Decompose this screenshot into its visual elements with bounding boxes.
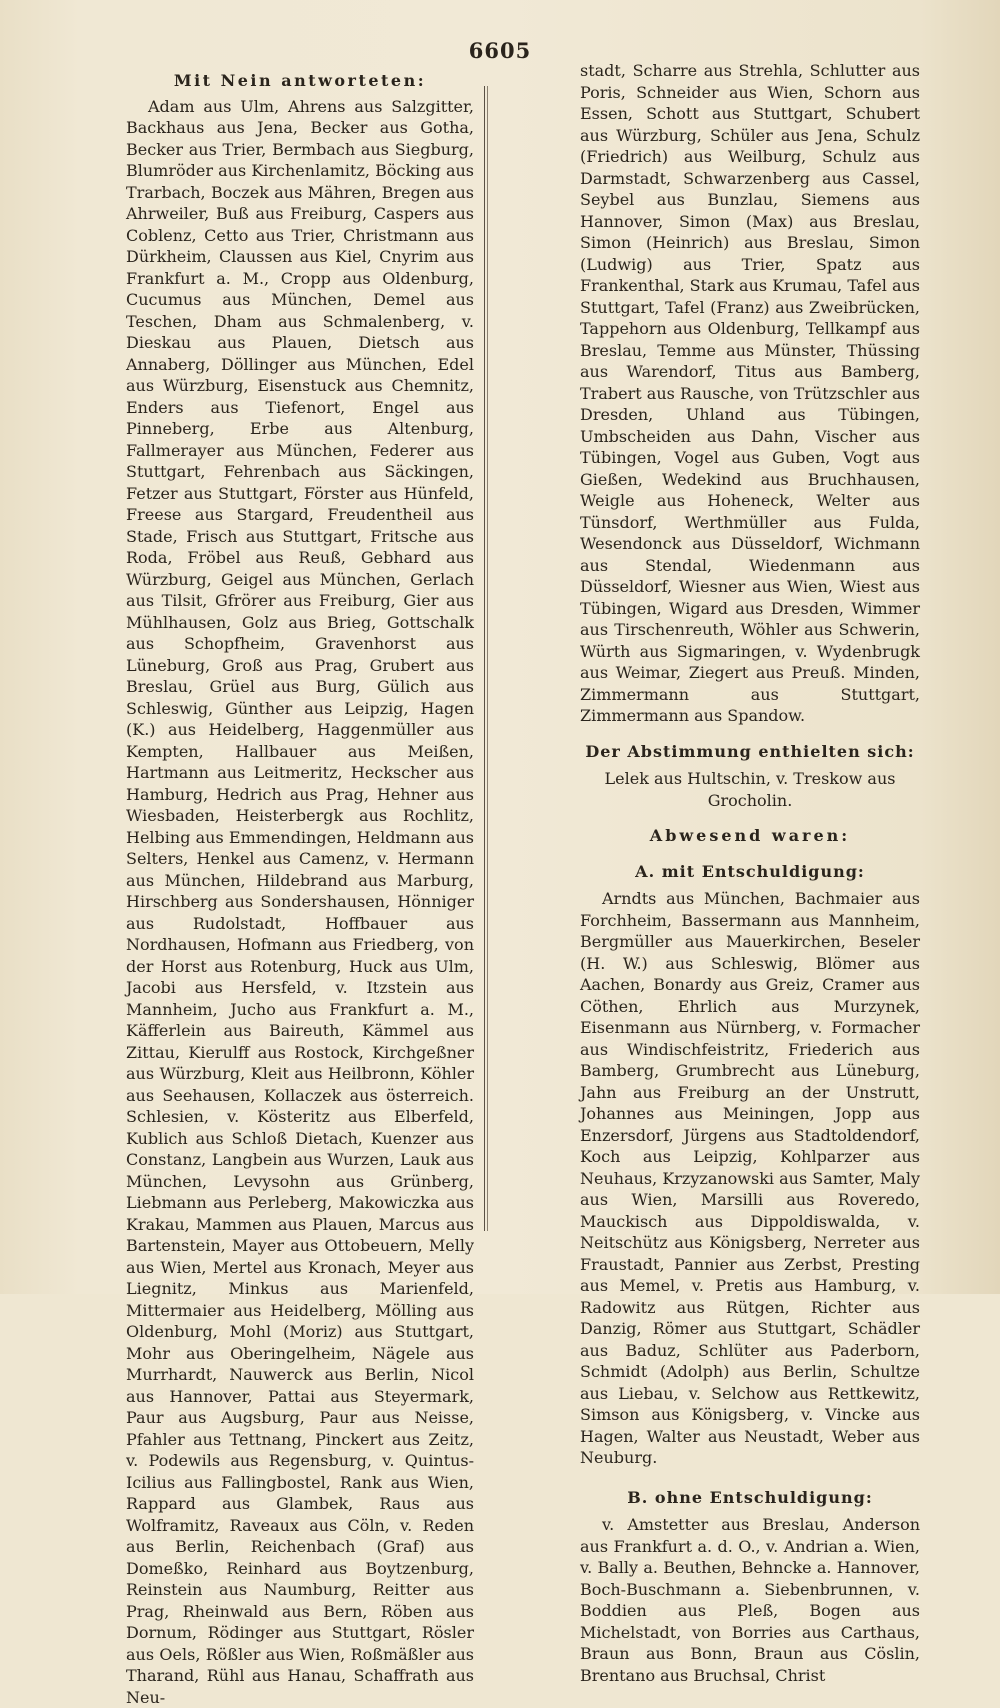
- heading-absent: Abwesend waren:: [580, 825, 920, 847]
- excused-list: Arndts aus München, Bachmaier aus Forchheim, Bassermann aus Mannheim, Bergmüller aus Mauerkirchen, Beseler (H. W.) aus Schleswig, Blömer aus Aachen, Bonardy aus Greiz, Cramer aus Cöthen, Ehrlich aus Murzynek, Eisenmann aus Nürnberg, v. Formacher aus Windischfeistritz, Friederich aus Bamberg, Grumbrecht aus Lüneburg, Jahn aus Freiburg an der Unstrutt, Johannes aus Meiningen, Jopp aus Enzersdorf, Jürgens aus Stadtoldendorf, Koch aus Leipzig, Kohlparzer aus Neuhaus, Krzyzanowski aus Samter, Maly aus Wien, Marsilli aus Roveredo, Mauckisch aus Dippoldiswalda, v. Neitschütz aus Königsberg, Nerreter aus Fraustadt, Pannier aus Zerbst, Presting aus Memel, v. Pretis aus Hamburg, v. Radowitz aus Rütgen, Richter aus Danzig, Römer aus Stuttgart, Schädler aus Baduz, Schlüter aus Paderborn, Schmidt (Adolph) aus Berlin, Schultze aus Liebau, v. Selchow aus Rettkewitz, Simson aus Königsberg, v. Vincke aus Hagen, Walter aus Neustadt, Weber aus Neuburg.: [580, 888, 920, 1469]
- abstained-list: Lelek aus Hultschin, v. Treskow aus Grocholin.: [580, 768, 920, 811]
- left-column: [126, 70, 474, 1708]
- column-divider: [484, 86, 485, 1231]
- unexcused-list: v. Amstetter aus Breslau, Anderson aus Frankfurt a. d. O., v. Andrian a. Wien, v. Bally a. Beuthen, Behncke a. Hannover, Boch-Buschmann a. Siebenbrunnen, v. Boddien aus Pleß, Bogen aus Michelstadt, von Borries aus Carthaus, Braun aus Bonn, Braun aus Cöslin, Brentano aus Bruchsal, Christ: [580, 1514, 920, 1686]
- heading-excused: A. mit Entschuldigung:: [580, 861, 920, 883]
- no-votes-list-continued: stadt, Scharre aus Strehla, Schlutter aus Poris, Schneider aus Wien, Schorn aus Essen, Schott aus Stuttgart, Schubert aus Würzburg, Schüler aus Jena, Schulz (Friedrich) aus Weilburg, Schulz aus Darmstadt, Schwarzenberg aus Cassel, Seybel aus Bunzlau, Siemens aus Hannover, Simon (Max) aus Breslau, Simon (Heinrich) aus Breslau, Simon (Ludwig) aus Trier, Spatz aus Frankenthal, Stark aus Krumau, Tafel aus Stuttgart, Tafel (Franz) aus Zweibrücken, Tappehorn aus Oldenburg, Tellkampf aus Breslau, Temme aus Münster, Thüssing aus Warendorf, Titus aus Bamberg, Trabert aus Rausche, von Trützschler aus Dresden, Uhland aus Tübingen, Umbscheiden aus Dahn, Vischer aus Tübingen, Vogel aus Guben, Vogt aus Gießen, Wedekind aus Bruchhausen, Weigle aus Hoheneck, Welter aus Tünsdorf, Werthmüller aus Fulda, Wesendonck aus Düsseldorf, Wichmann aus Stendal, Wiedenmann aus Düsseldorf, Wiesner aus Wien, Wiest aus Tübingen, Wigard aus Dresden, Wimmer aus Tirschenreuth, Wöhler aus Schwerin, Würth aus Sigmaringen, v. Wydenbrugk aus Weimar, Ziegert aus Preuß. Minden, Zimmermann aus Stuttgart, Zimmermann aus Spandow.: [580, 60, 920, 727]
- heading-abstained: Der Abstimmung enthielten sich:: [580, 741, 920, 763]
- heading-unexcused: B. ohne Entschuldigung:: [580, 1487, 920, 1509]
- right-column: [580, 60, 920, 1686]
- no-votes-list: Adam aus Ulm, Ahrens aus Salzgitter, Backhaus aus Jena, Becker aus Gotha, Becker aus Trier, Bermbach aus Siegburg, Blumröder aus Kirchenlamitz, Böcking aus Trarbach, Boczek aus Mähren, Bregen aus Ahrweiler, Buß aus Freiburg, Caspers aus Coblenz, Cetto aus Trier, Christmann aus Dürkheim, Claussen aus Kiel, Cnyrim aus Frankfurt a. M., Cropp aus Oldenburg, Cucumus aus München, Demel aus Teschen, Dham aus Schmalenberg, v. Dieskau aus Plauen, Dietsch aus Annaberg, Döllinger aus München, Edel aus Würzburg, Eisenstuck aus Chemnitz, Enders aus Tiefenort, Engel aus Pinneberg, Erbe aus Altenburg, Fallmerayer aus München, Federer aus Stuttgart, Fehrenbach aus Säckingen, Fetzer aus Stuttgart, Förster aus Hünfeld, Freese aus Stargard, Freudentheil aus Stade, Frisch aus Stuttgart, Fritsche aus Roda, Fröbel aus Reuß, Gebhard aus Würzburg, Geigel aus München, Gerlach aus Tilsit, Gfrörer aus Freiburg, Gier aus Mühlhausen, Golz aus Brieg, Gottschalk aus Schopfheim, Gravenhorst aus Lüneburg, Groß aus Prag, Grubert aus Breslau, Grüel aus Burg, Gülich aus Schleswig, Günther aus Leipzig, Hagen (K.) aus Heidelberg, Haggenmüller aus Kempten, Hallbauer aus Meißen, Hartmann aus Leitmeritz, Heckscher aus Hamburg, Hedrich aus Prag, Hehner aus Wiesbaden, Heisterbergk aus Rochlitz, Helbing aus Emmendingen, Heldmann aus Selters, Henkel aus Camenz, v. Hermann aus München, Hildebrand aus Marburg, Hirschberg aus Sondershausen, Hönniger aus Rudolstadt, Hoffbauer aus Nordhausen, Hofmann aus Friedberg, von der Horst aus Rotenburg, Huck aus Ulm, Jacobi aus Hersfeld, v. Itzstein aus Mannheim, Jucho aus Frankfurt a. M., Käfferlein aus Baireuth, Kämmel aus Zittau, Kierulff aus Rostock, Kirchgeßner aus Würzburg, Kleit aus Heilbronn, Köhler aus Seehausen, Kollaczek aus österreich. Schlesien, v. Kösteritz aus Elberfeld, Kublich aus Schloß Dietach, Kuenzer aus Constanz, Langbein aus Wurzen, Lauk aus München, Levysohn aus Grünberg, Liebmann aus Perleberg, Makowiczka aus Krakau, Mammen aus Plauen, Marcus aus Bartenstein, Mayer aus Ottobeuern, Melly aus Wien, Mertel aus Kronach, Meyer aus Liegnitz, Minkus aus Marienfeld, Mittermaier aus Heidelberg, Mölling aus Oldenburg, Mohl (Moriz) aus Stuttgart, Mohr aus Oberingelheim, Nägele aus Murrhardt, Nauwerck aus Berlin, Nicol aus Hannover, Pattai aus Steyermark, Paur aus Augsburg, Paur aus Neisse, Pfahler aus Tettnang, Pinckert aus Zeitz, v. Podewils aus Regensburg, v. Quintus-Icilius aus Fallingbostel, Rank aus Wien, Rappard aus Glambek, Raus aus Wolframitz, Raveaux aus Cöln, v. Reden aus Berlin, Reichenbach (Graf) aus Domeßko, Reinhard aus Boytzenburg, Reinstein aus Naumburg, Reitter aus Prag, Rheinwald aus Bern, Röben aus Dornum, Rödinger aus Stuttgart, Rösler aus Oels, Rößler aus Wien, Roßmäßler aus Tharand, Rühl aus Hanau, Schaffrath aus Neu-: [126, 96, 474, 1708]
- page-number: 6605: [0, 38, 1000, 63]
- heading-no-votes: Mit Nein antworteten:: [126, 70, 474, 92]
- column-divider-secondary: [487, 86, 488, 1231]
